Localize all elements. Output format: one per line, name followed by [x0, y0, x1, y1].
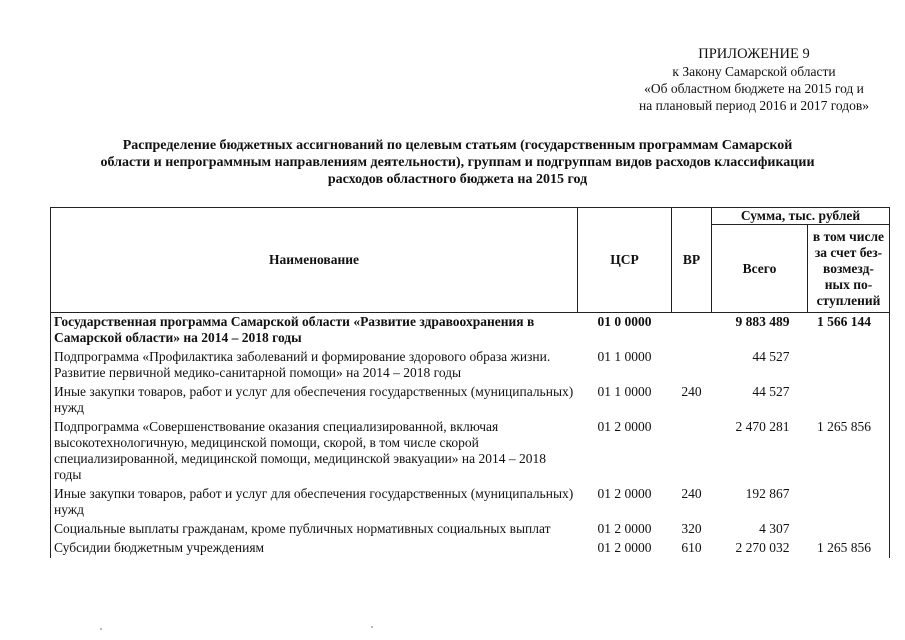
row-vr: 240: [681, 486, 702, 501]
row-name: Подпрограмма «Совершенствование оказания специализированной, включая высокотехнологичную, медицинской помощи, скорой, в том числе скорой специализированной, медицинской помощи, медицинской эвакуации» на 2014 – 2018 годы: [51, 418, 578, 485]
table-row: [51, 418, 890, 485]
row-free: 1 566 144: [808, 313, 890, 349]
row-total: 2 470 281: [735, 419, 790, 434]
table-body: [51, 313, 890, 559]
appendix-title: ПРИЛОЖЕНИЕ 9: [698, 46, 810, 62]
header-sum-group: Сумма, тыс. рублей: [712, 208, 890, 225]
table-row: [51, 383, 890, 418]
table-row: [51, 348, 890, 383]
row-total: 192 867: [745, 486, 790, 501]
row-vr: 240: [681, 384, 702, 399]
row-free: [808, 348, 890, 383]
row-vr: 320: [681, 521, 702, 536]
header-vr: ВР: [672, 208, 712, 313]
row-vr: [672, 348, 712, 383]
document-title: [40, 137, 875, 188]
row-free: [808, 520, 890, 539]
budget-table: [50, 207, 890, 558]
row-csr: 01 1 0000: [597, 384, 652, 399]
row-free: [808, 485, 890, 520]
appendix-header: [639, 46, 869, 114]
row-name: Иные закупки товаров, работ и услуг для обеспечения государственных (муниципальных) нужд: [51, 485, 578, 520]
header-free: в том числе за счет без-возмезд-ных по-ступлений: [808, 225, 890, 313]
row-total: 9 883 489: [735, 314, 790, 329]
row-csr: 01 0 0000: [597, 314, 652, 329]
row-free: 1 265 856: [808, 418, 890, 485]
row-vr: [672, 418, 712, 485]
table-row: [51, 539, 890, 558]
row-csr: 01 2 0000: [597, 521, 652, 536]
appendix-line-1: к Закону Самарской области: [672, 64, 836, 79]
scan-artifact: [100, 628, 102, 630]
header-name: Наименование: [51, 208, 578, 313]
row-csr: 01 2 0000: [597, 419, 652, 434]
row-total: 4 307: [759, 521, 790, 536]
row-total: 2 270 032: [735, 540, 790, 555]
scan-artifact: [371, 626, 373, 628]
row-name: Государственная программа Самарской области «Развитие здравоохранения в Самарской области» на 2014 – 2018 годы: [51, 313, 578, 349]
row-free: 1 265 856: [808, 539, 890, 558]
table-row: [51, 313, 890, 349]
row-csr: 01 2 0000: [597, 540, 652, 555]
table-row: [51, 520, 890, 539]
row-name: Субсидии бюджетным учреждениям: [51, 539, 578, 558]
document-title-line-2: области и непрограммным направлениям деятельности), группам и подгруппам видов расходов классификации: [100, 155, 815, 170]
row-csr: 01 1 0000: [597, 349, 652, 364]
row-csr: 01 2 0000: [597, 486, 652, 501]
row-free: [808, 383, 890, 418]
document-title-line-3: расходов областного бюджета на 2015 год: [327, 172, 588, 187]
row-vr: 610: [681, 540, 702, 555]
document-title-line-1: Распределение бюджетных ассигнований по целевым статьям (государственным программам Самарской: [122, 138, 793, 153]
row-total: 44 527: [752, 349, 790, 364]
row-total: 44 527: [752, 384, 790, 399]
header-csr: ЦСР: [578, 208, 672, 313]
row-name: Иные закупки товаров, работ и услуг для обеспечения государственных (муниципальных) нужд: [51, 383, 578, 418]
appendix-line-2: «Об областном бюджете на 2015 год и: [644, 81, 864, 96]
table-header: [51, 208, 890, 313]
header-total: Всего: [712, 225, 808, 313]
row-name: Социальные выплаты гражданам, кроме публичных нормативных социальных выплат: [51, 520, 578, 539]
row-vr: [672, 313, 712, 349]
appendix-line-3: на плановый период 2016 и 2017 годов»: [638, 98, 869, 113]
row-name: Подпрограмма «Профилактика заболеваний и формирование здорового образа жизни. Развитие первичной медико-санитарной помощи» на 2014 – 2018 годы: [51, 348, 578, 383]
table-row: [51, 485, 890, 520]
